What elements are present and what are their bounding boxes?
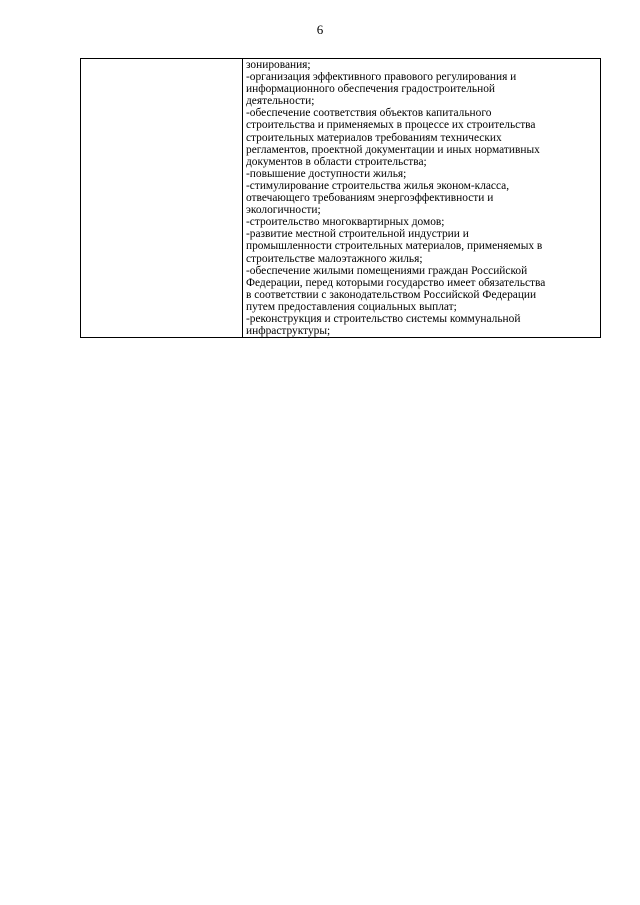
- row-value-line: экологичности;: [246, 204, 321, 217]
- row-value-line: регламентов, проектной документации и иных нормативных: [246, 143, 540, 156]
- row-value-line: информационного обеспечения градостроительной: [246, 83, 496, 96]
- row-value-line: в соответствии с законодательством Российской Федерации: [246, 288, 537, 301]
- row-value-cell: [243, 59, 601, 338]
- page-number: 6: [316, 22, 324, 37]
- row-value-line: инфраструктуры;: [246, 325, 331, 338]
- row-value-line: Федерации, перед которыми государство имеет обязательства: [246, 276, 546, 289]
- row-value-line: -организация эффективного правового регулирования и: [246, 71, 517, 84]
- row-value-line: промышленности строительных материалов, применяемых в: [246, 240, 543, 253]
- row-value-line: зонирования;: [246, 59, 311, 71]
- program-passport-table: [80, 58, 601, 338]
- row-label-cell: [81, 59, 243, 338]
- row-value-line: -повышение доступности жилья;: [246, 167, 407, 180]
- row-value-line: строительства и применяемых в процессе их строительства: [246, 119, 536, 132]
- table-row: [81, 59, 601, 338]
- row-value-line: строительных материалов требованиям технических: [246, 131, 502, 144]
- row-value-line: деятельности;: [246, 95, 315, 108]
- row-value-line: -обеспечение жилыми помещениями граждан Российской: [246, 264, 528, 277]
- row-value-line: документов в области строительства;: [246, 155, 427, 168]
- row-value-line: -реконструкция и строительство системы коммунальной: [246, 312, 521, 325]
- row-value-line: -обеспечение соответствия объектов капитального: [246, 107, 492, 120]
- row-value-line: -развитие местной строительной индустрии и: [246, 228, 469, 241]
- row-value-line: отвечающего требованиям энергоэффективности и: [246, 192, 494, 205]
- row-value-line: -стимулирование строительства жилья эконом-класса,: [246, 179, 510, 192]
- row-value-line: -строительство многоквартирных домов;: [246, 216, 445, 229]
- row-value-line: строительстве малоэтажного жилья;: [246, 252, 423, 265]
- row-value-line: путем предоставления социальных выплат;: [246, 300, 457, 313]
